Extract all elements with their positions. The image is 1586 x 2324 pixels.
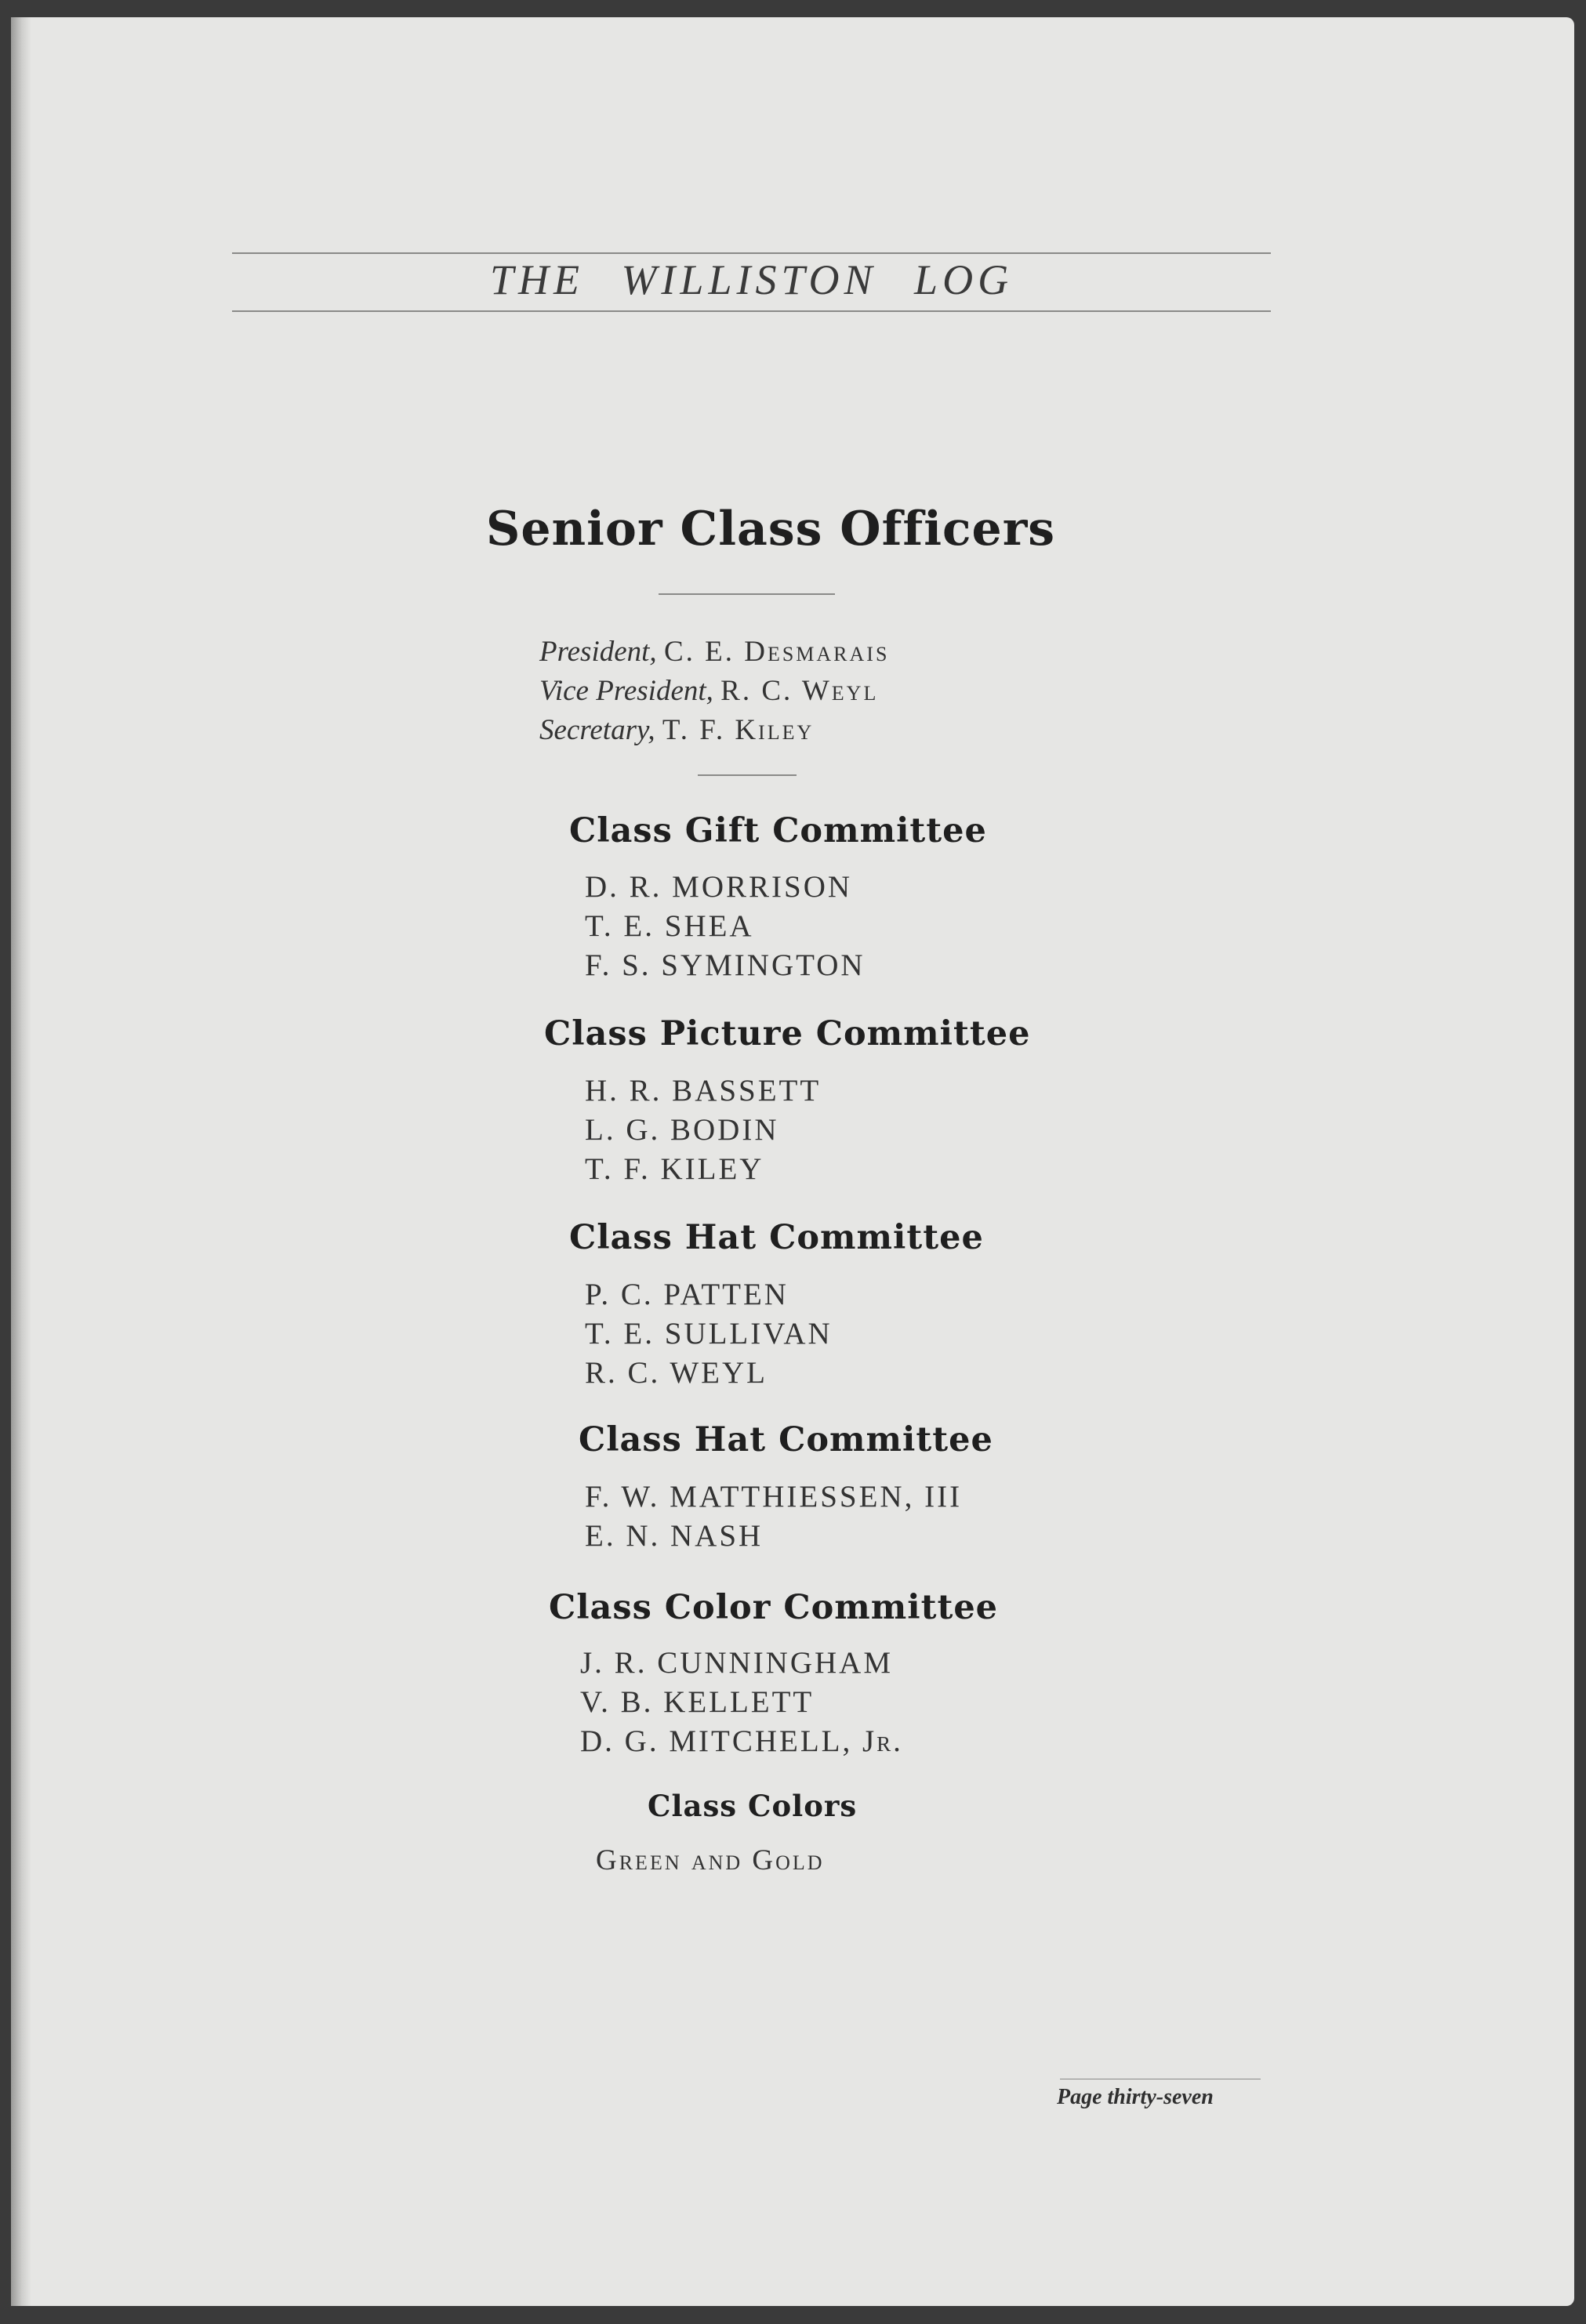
page-number: Page thirty-seven [1057, 2085, 1214, 2109]
member-name: V. B. KELLETT [580, 1685, 815, 1719]
member-name: D. G. MITCHELL, [580, 1724, 853, 1758]
running-head: THE WILLISTON LOG [489, 256, 1014, 303]
committee-title: Class Color Committee [549, 1588, 999, 1627]
name-suffix: Jr. [862, 1724, 903, 1758]
member-name: H. R. BASSETT [585, 1074, 822, 1108]
committee-members [585, 1071, 821, 1189]
committee-title: Class Hat Committee [569, 1218, 984, 1257]
officers-divider [698, 774, 797, 776]
committee-members [585, 868, 866, 985]
officer-secretary [539, 713, 814, 747]
officer-president [539, 635, 889, 669]
member-name: T. E. SULLIVAN [585, 1317, 833, 1351]
officer-name: T. F. Kiley [662, 714, 815, 746]
officer-role: Secretary, [539, 714, 655, 746]
committee-members [585, 1275, 833, 1393]
committee-title: Class Picture Committee [544, 1014, 1031, 1053]
officer-name: R. C. Weyl [720, 675, 879, 707]
member-name: F. W. MATTHIESSEN, III [585, 1480, 963, 1514]
member-name: D. R. MORRISON [585, 870, 853, 904]
binding-edge [11, 17, 31, 2306]
page-title: Senior Class Officers [486, 502, 1056, 557]
member-name: E. N. NASH [585, 1519, 764, 1553]
committee-members [580, 1644, 903, 1761]
header-rule-bottom [232, 310, 1271, 312]
committee-members [585, 1477, 962, 1556]
colors-value: Green and Gold [596, 1844, 825, 1876]
officer-vice-president [539, 674, 878, 708]
colors-title: Class Colors [648, 1789, 858, 1823]
title-divider [659, 593, 835, 595]
officer-role: President, [539, 636, 657, 668]
member-name-with-suffix [580, 1722, 903, 1761]
member-name: J. R. CUNNINGHAM [580, 1646, 894, 1680]
member-name: T. F. KILEY [585, 1152, 764, 1186]
member-name: P. C. PATTEN [585, 1278, 789, 1311]
member-name: T. E. SHEA [585, 909, 754, 943]
committee-title: Class Hat Committee [579, 1420, 993, 1459]
committee-title: Class Gift Committee [569, 811, 987, 850]
officer-role: Vice President, [539, 675, 713, 707]
member-name: F. S. SYMINGTON [585, 948, 866, 982]
member-name: L. G. BODIN [585, 1113, 779, 1147]
officer-name: C. E. Desmarais [663, 636, 890, 668]
member-name: R. C. WEYL [585, 1356, 768, 1390]
